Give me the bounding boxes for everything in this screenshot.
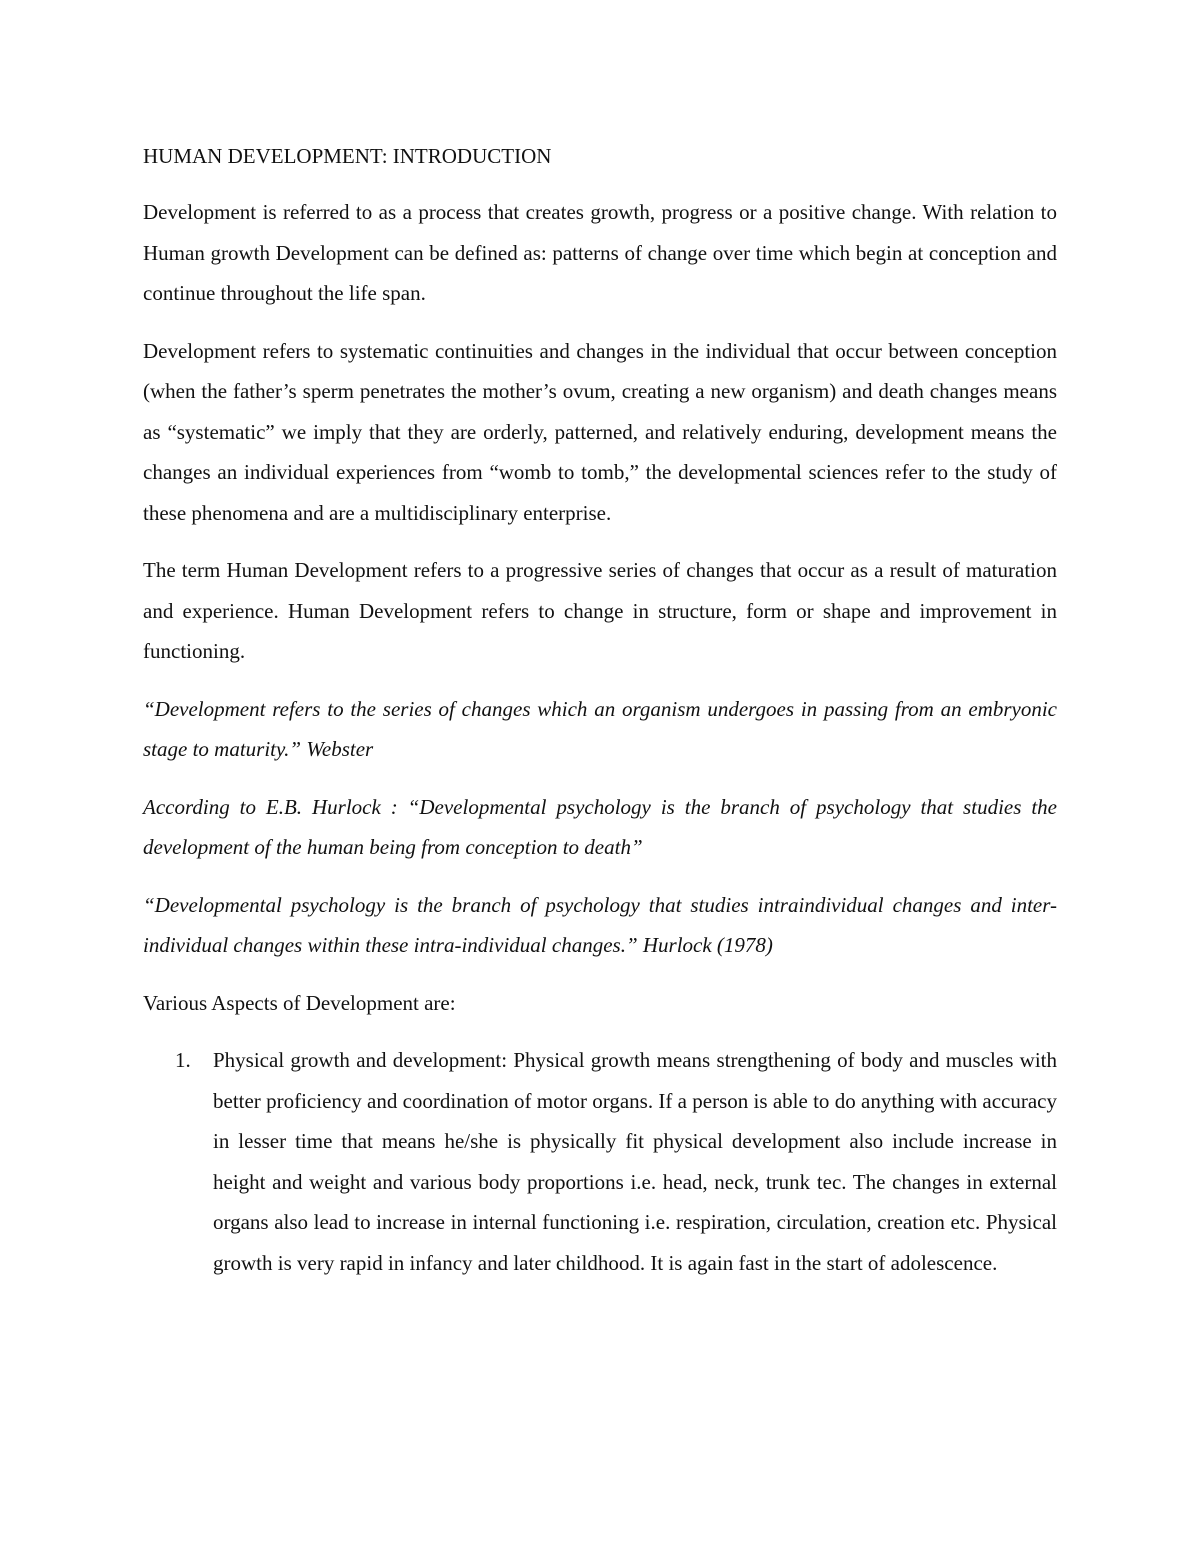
intro-paragraph-2: Development refers to systematic continuities and changes in the individual that occur between conception (when the father’s sperm penetrates the mother’s ovum, creating a new organism) and death changes means as “systematic” we imply that they are orderly, patterned, and relatively enduring, development means the changes an individual experiences from “womb to tomb,” the developmental sciences refer to the study of these phenomena and are a multidisciplinary enterprise.: [143, 338, 1057, 525]
intro-paragraph-3: The term Human Development refers to a progressive series of changes that occur as a result of maturation and experience. Human Development refers to change in structure, form or shape and improvement in functioning.: [143, 558, 1057, 663]
aspects-list: [143, 1040, 1057, 1283]
document-body: [143, 138, 1057, 1283]
hurlock-quote-2: “Developmental psychology is the branch of psychology that studies intraindividual changes and inter-individual changes within these intra-individual changes.” Hurlock (1978): [143, 892, 1057, 957]
aspects-intro: Various Aspects of Development are:: [143, 990, 456, 1015]
webster-quote: “Development refers to the series of changes which an organism undergoes in passing from an embryonic stage to maturity.” Webster: [143, 696, 1057, 761]
list-item-text: Physical growth and development: Physical growth means strengthening of body and muscles with better proficiency and coordination of motor organs. If a person is able to do anything with accuracy in lesser time that means he/she is physically fit physical development also include increase in height and weight and various body proportions i.e. head, neck, trunk tec. The changes in external organs also lead to increase in internal functioning i.e. respiration, circulation, creation etc. Physical growth is very rapid in infancy and later childhood. It is again fast in the start of adolescence.: [213, 1048, 1057, 1275]
list-item-number: 1.: [175, 1048, 191, 1072]
hurlock-quote-1: According to E.B. Hurlock : “Developmental psychology is the branch of psychology that studies the development of the human being from conception to death”: [143, 794, 1057, 859]
document-title: HUMAN DEVELOPMENT: INTRODUCTION: [143, 144, 552, 168]
intro-paragraph-1: Development is referred to as a process that creates growth, progress or a positive change. With relation to Human growth Development can be defined as: patterns of change over time which begin at conception and continue throughout the life span.: [143, 200, 1057, 305]
list-item: [143, 1040, 1057, 1283]
